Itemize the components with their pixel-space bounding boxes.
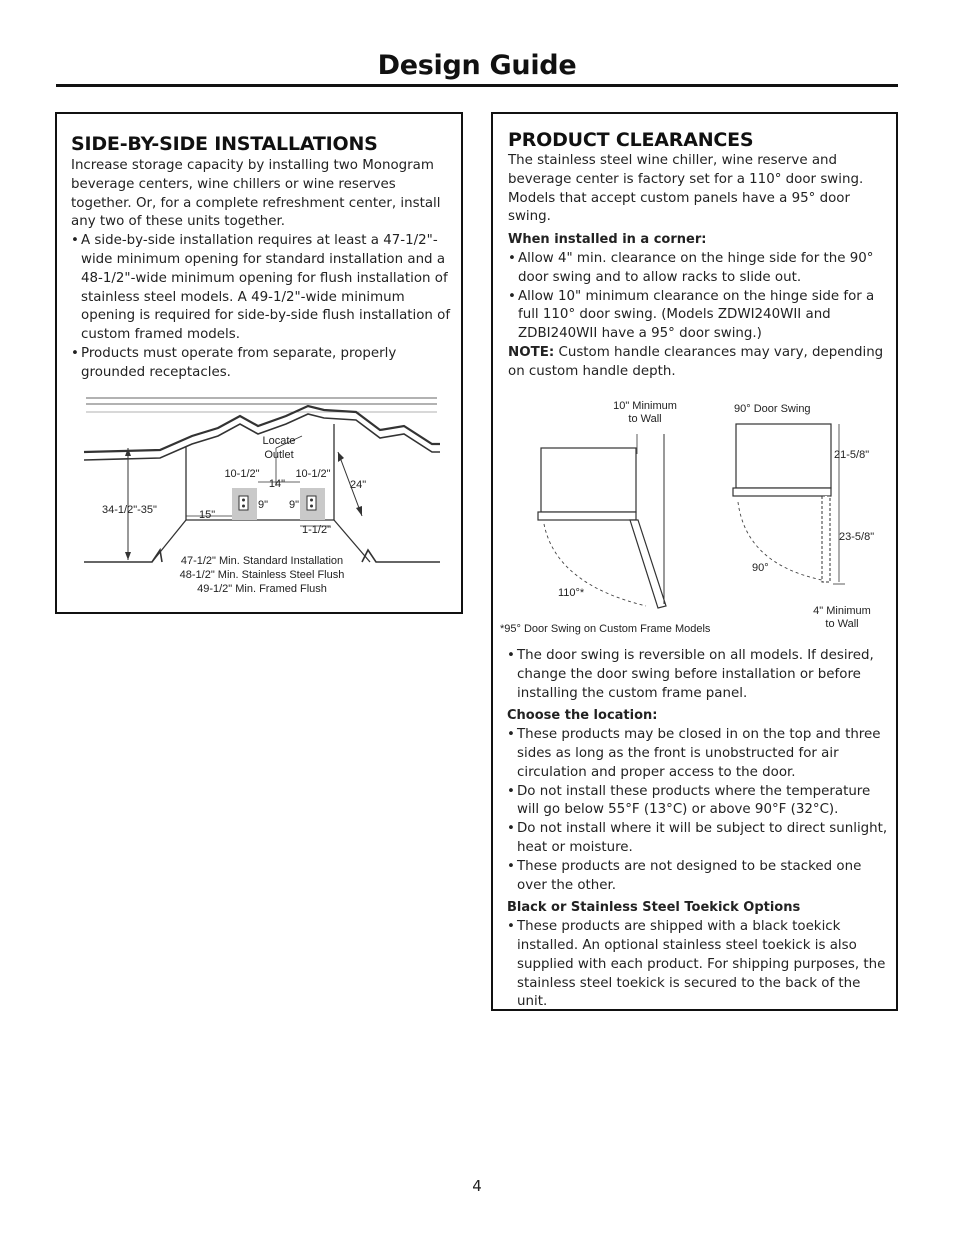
dim-left-outlet: 10-1/2" (224, 468, 260, 480)
dim-left-9: 9" (258, 499, 269, 511)
bullet-item: • These products may be closed in on the top and three sides as long as the front is unobstructed for air circulation and proper access to the door. (507, 726, 891, 782)
side-by-side-diagram (80, 392, 442, 602)
side-by-side-intro: Increase storage capacity by installing two Monogram beverage centers, wine chillers or wine reserves together. Or, for a complete refreshment center, install any two of these units together. (71, 158, 441, 230)
toekick-heading: Black or Stainless Steel Toekick Options (507, 900, 801, 916)
bullet-item: • Products must operate from separate, properly grounded receptacles. (71, 345, 455, 383)
note (508, 344, 890, 382)
dim-height: 34-1/2"-35" (102, 504, 157, 516)
door-swing-diagram (496, 394, 894, 638)
dim-23-label: 23-5/8" (839, 531, 875, 543)
side-by-side-heading: SIDE-BY-SIDE INSTALLATIONS (71, 133, 378, 155)
dim-right-outlet: 10-1/2" (295, 468, 331, 480)
dim-between-outlets: 14" (268, 478, 286, 490)
min-4-label-2: to Wall (825, 618, 859, 630)
location-bullets (507, 726, 891, 895)
corner-heading: When installed in a corner: (508, 232, 707, 248)
locate-outlet-label-2: Outlet (264, 449, 294, 461)
location-heading: Choose the location: (507, 708, 658, 724)
corner-bullets (508, 250, 890, 344)
angle-90-label: 90° (752, 562, 769, 574)
page-number: 4 (472, 1177, 482, 1195)
angle-110-label: 110°* (558, 587, 585, 599)
reversible-bullets (507, 647, 891, 703)
swing-90-label: 90° Door Swing (734, 403, 811, 415)
note-text: Custom handle clearances may vary, depending on custom handle depth. (508, 344, 884, 379)
locate-outlet-label-1: Locate (262, 435, 296, 447)
dim-inset: 1-1/2" (302, 524, 331, 536)
bullet-item: • The door swing is reversible on all models. If desired, change the door swing before installation or before installing the custom frame panel. (507, 647, 891, 703)
min-10-label-1: 10" Minimum (613, 400, 677, 412)
page-title: Design Guide (377, 50, 577, 81)
bullet-item: • These products are shipped with a black toekick installed. An optional stainless steel toekick is also supplied with each product. For shipping purposes, the stainless steel toekick is secured to the back of the unit. (507, 918, 891, 1012)
bullet-item: • Do not install where it will be subject to direct sunlight, heat or moisture. (507, 820, 891, 858)
min-framed-label: 49-1/2" Min. Framed Flush (197, 583, 327, 595)
clearances-top-text (508, 152, 890, 382)
bullet-item: • A side-by-side installation requires at least a 47-1/2"-wide minimum opening for standard installation and a 48-1/2"-wide minimum opening for flush installation of stainless steel models. A 49-1/2"-wide minimum opening is required for side-by-side flush installation of custom framed models. (71, 232, 455, 345)
min-stainless-label: 48-1/2" Min. Stainless Steel Flush (179, 569, 345, 581)
note-label: NOTE: (508, 344, 555, 360)
dim-21-label: 21-5/8" (834, 449, 870, 461)
bullet-item: • Do not install these products where the temperature will go below 55°F (13°C) or above 90°F (32°C). (507, 783, 891, 821)
bullet-item: • Allow 10" minimum clearance on the hinge side for a full 110° door swing. (Models ZDWI240WII and ZDBI240WII have a 95° door swing.) (508, 288, 890, 344)
clearances-intro: The stainless steel wine chiller, wine reserve and beverage center is factory set for a 110° door swing. Models that accept custom panels have a 95° door swing. (508, 153, 864, 225)
dim-right-9: 9" (289, 499, 300, 511)
clearances-bottom-text (507, 647, 891, 1012)
side-by-side-bullets (71, 232, 455, 382)
product-clearances-heading: PRODUCT CLEARANCES (508, 129, 754, 151)
min-10-label-2: to Wall (628, 413, 662, 425)
dim-depth: 24" (350, 479, 367, 491)
bullet-item: • Allow 4" min. clearance on the hinge side for the 90° door swing and to allow racks to slide out. (508, 250, 890, 288)
bullet-item: • These products are not designed to be stacked one over the other. (507, 858, 891, 896)
toekick-bullets (507, 918, 891, 1012)
side-by-side-text (71, 157, 455, 383)
min-standard-label: 47-1/2" Min. Standard Installation (180, 555, 344, 567)
min-4-label-1: 4" Minimum (813, 605, 871, 617)
swing-footnote: *95° Door Swing on Custom Frame Models (500, 623, 711, 635)
title-rule (56, 84, 898, 87)
dim-outlet-height: 15" (199, 509, 216, 521)
